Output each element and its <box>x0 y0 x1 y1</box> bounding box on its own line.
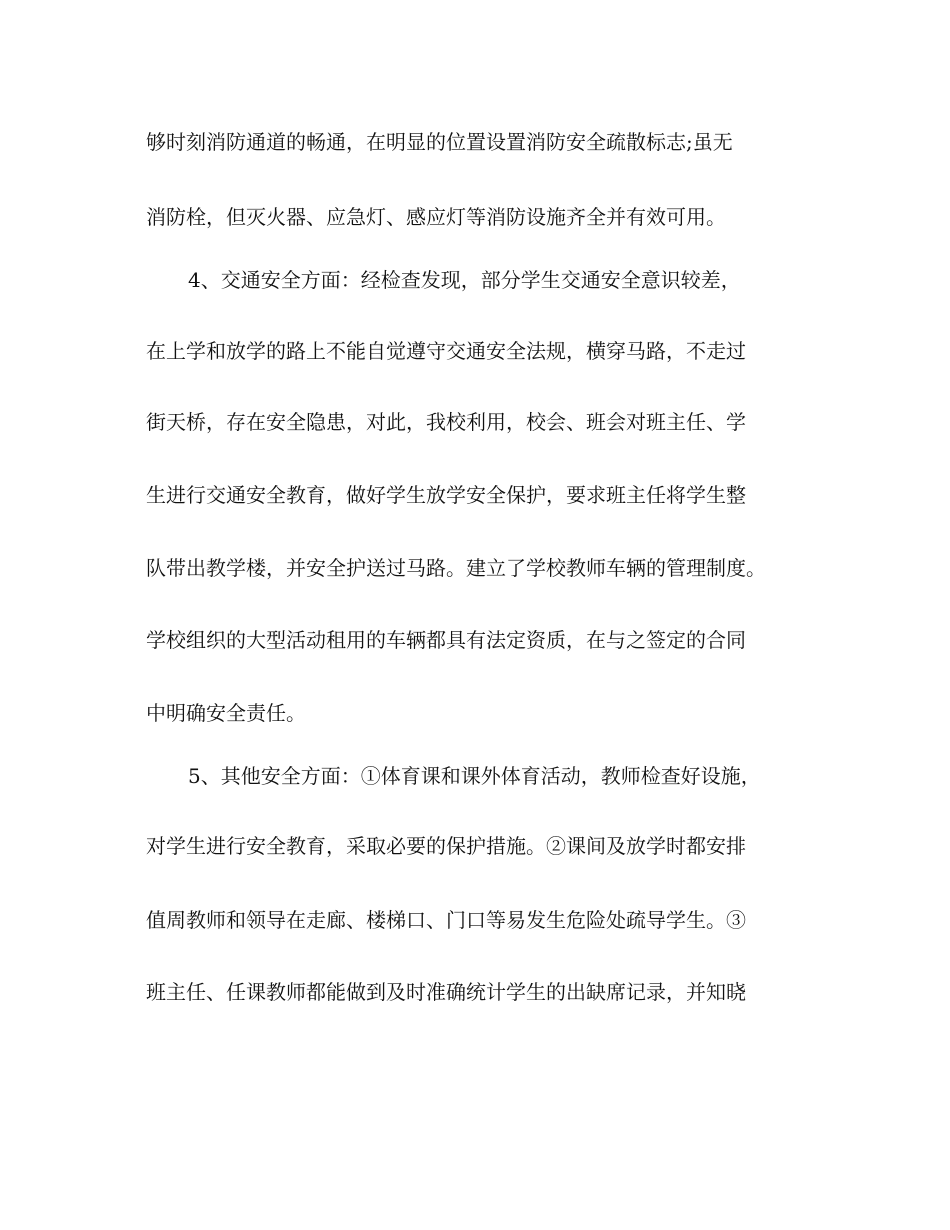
text-line: 值周教师和领导在走廊、楼梯口、门口等易发生危险处疏导学生。③ <box>146 908 746 932</box>
text-line: 生进行交通安全教育，做好学生放学安全保护，要求班主任将学生整 <box>146 483 746 507</box>
text-line: 学校组织的大型活动租用的车辆都具有法定资质，在与之签定的合同 <box>146 628 746 652</box>
paragraph-5-first-line: 5、其他安全方面：①体育课和课外体育活动，教师检查好设施， <box>188 764 761 788</box>
text-line: 街天桥，存在安全隐患，对此，我校利用，校会、班会对班主任、学 <box>146 410 746 434</box>
text-line: 够时刻消防通道的畅通，在明显的位置设置消防安全疏散标志;虽无 <box>146 130 733 154</box>
text-line: 在上学和放学的路上不能自觉遵守交通安全法规，横穿马路，不走过 <box>146 339 746 363</box>
paragraph-4-first-line: 4、交通安全方面：经检查发现，部分学生交通安全意识较差， <box>188 268 741 292</box>
text-line: 中明确安全责任。 <box>146 701 306 725</box>
text-line: 消防栓，但灭火器、应急灯、感应灯等消防设施齐全并有效可用。 <box>146 205 726 229</box>
text-line: 队带出教学楼，并安全护送过马路。建立了学校教师车辆的管理制度。 <box>146 556 766 580</box>
text-line: 对学生进行安全教育，采取必要的保护措施。②课间及放学时都安排 <box>146 834 746 858</box>
text-line: 班主任、任课教师都能做到及时准确统计学生的出缺席记录，并知晓 <box>146 980 746 1004</box>
